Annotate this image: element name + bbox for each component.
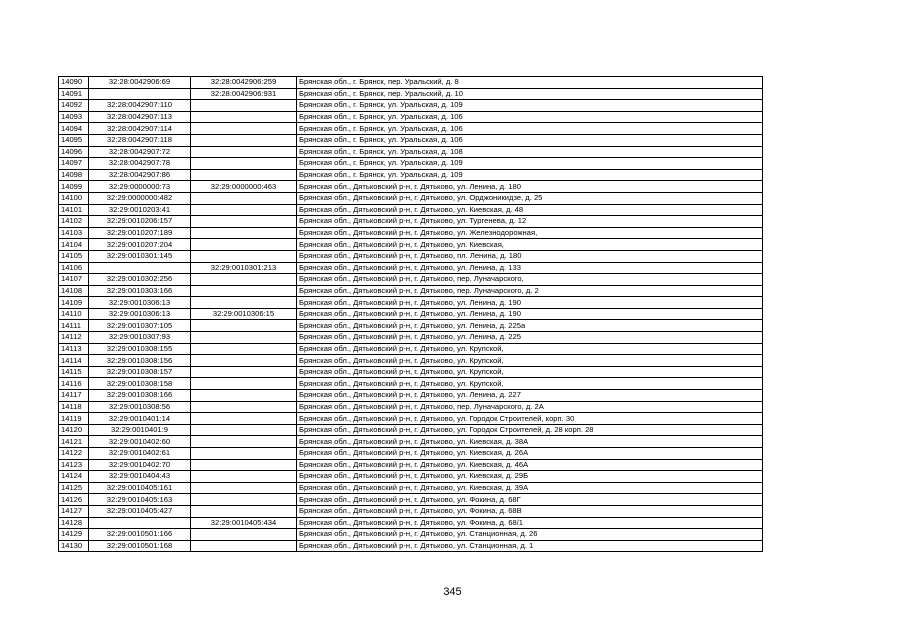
address-cell: Брянская обл., г. Брянск, ул. Уральская, д. 108 xyxy=(297,146,763,158)
address-cell: Брянская обл., Дятьковский р-н, г. Дятьково, ул. Фокина, д. 68В xyxy=(297,505,763,517)
address-cell: Брянская обл., Дятьковский р-н, г. Дятьково, ул. Фокина, д. 68Г xyxy=(297,494,763,506)
related-cadastral-cell xyxy=(191,169,297,181)
row-number-cell: 14114 xyxy=(59,355,89,367)
related-cadastral-cell xyxy=(191,297,297,309)
table-row xyxy=(59,88,763,100)
row-number-cell: 14123 xyxy=(59,459,89,471)
related-cadastral-cell xyxy=(191,366,297,378)
row-number-cell: 14098 xyxy=(59,169,89,181)
address-cell: Брянская обл., Дятьковский р-н, г. Дятьково, ул. Ленина, д. 190 xyxy=(297,297,763,309)
table-row xyxy=(59,343,763,355)
table-row xyxy=(59,146,763,158)
address-cell: Брянская обл., г. Брянск, пер. Уральский, д. 10 xyxy=(297,88,763,100)
cadastral-number-cell: 32:29:0010401:9 xyxy=(89,424,191,436)
address-cell: Брянская обл., г. Брянск, пер. Уральский, д. 8 xyxy=(297,77,763,89)
related-cadastral-cell xyxy=(191,285,297,297)
address-cell: Брянская обл., Дятьковский р-н, г. Дятьково, ул. Фокина, д. 68/1 xyxy=(297,517,763,529)
cadastral-number-cell xyxy=(89,88,191,100)
cadastral-number-cell xyxy=(89,262,191,274)
row-number-cell: 14094 xyxy=(59,123,89,135)
address-cell: Брянская обл., Дятьковский р-н, г. Дятьково, ул. Ленина, д. 225 xyxy=(297,332,763,344)
cadastral-number-cell: 32:29:0010207:189 xyxy=(89,227,191,239)
related-cadastral-cell xyxy=(191,343,297,355)
cadastral-number-cell xyxy=(89,517,191,529)
address-cell: Брянская обл., Дятьковский р-н, г. Дятьково, ул. Городок Строителей, корп. 30 xyxy=(297,413,763,425)
row-number-cell: 14100 xyxy=(59,192,89,204)
address-cell: Брянская обл., Дятьковский р-н, г. Дятьково, пер. Луначарского, д. 2 xyxy=(297,285,763,297)
related-cadastral-cell xyxy=(191,320,297,332)
cadastral-number-cell: 32:29:0010307:93 xyxy=(89,332,191,344)
row-number-cell: 14102 xyxy=(59,216,89,228)
cadastral-number-cell: 32:29:0010402:60 xyxy=(89,436,191,448)
table-row xyxy=(59,192,763,204)
cadastral-number-cell: 32:29:0010501:166 xyxy=(89,529,191,541)
related-cadastral-cell xyxy=(191,332,297,344)
cadastral-number-cell: 32:29:0010302:256 xyxy=(89,274,191,286)
cadastral-number-cell: 32:28:0042906:69 xyxy=(89,77,191,89)
table-row xyxy=(59,181,763,193)
related-cadastral-cell xyxy=(191,158,297,170)
related-cadastral-cell xyxy=(191,424,297,436)
related-cadastral-cell xyxy=(191,494,297,506)
address-cell: Брянская обл., Дятьковский р-н, г. Дятьково, пер. Луначарского, xyxy=(297,274,763,286)
related-cadastral-cell xyxy=(191,378,297,390)
address-cell: Брянская обл., Дятьковский р-н, г. Дятьково, ул. Ленина, д. 227 xyxy=(297,390,763,402)
row-number-cell: 14109 xyxy=(59,297,89,309)
related-cadastral-cell xyxy=(191,390,297,402)
related-cadastral-cell xyxy=(191,192,297,204)
row-number-cell: 14105 xyxy=(59,250,89,262)
related-cadastral-cell xyxy=(191,239,297,251)
row-number-cell: 14091 xyxy=(59,88,89,100)
cadastral-number-cell: 32:29:0010308:155 xyxy=(89,343,191,355)
related-cadastral-cell xyxy=(191,459,297,471)
cadastral-number-cell: 32:29:0010206:157 xyxy=(89,216,191,228)
cadastral-number-cell: 32:29:0010404:43 xyxy=(89,471,191,483)
address-cell: Брянская обл., Дятьковский р-н, г. Дятьково, ул. Киевская, д. 48 xyxy=(297,204,763,216)
row-number-cell: 14097 xyxy=(59,158,89,170)
cadastral-number-cell: 32:28:0042907:118 xyxy=(89,134,191,146)
cadastral-number-cell: 32:29:0010307:105 xyxy=(89,320,191,332)
table-row xyxy=(59,482,763,494)
row-number-cell: 14125 xyxy=(59,482,89,494)
row-number-cell: 14090 xyxy=(59,77,89,89)
address-cell: Брянская обл., Дятьковский р-н, г. Дятьково, ул. Киевская, д. 26А xyxy=(297,448,763,460)
related-cadastral-cell xyxy=(191,216,297,228)
table-row xyxy=(59,308,763,320)
cadastral-number-cell: 32:29:0010402:70 xyxy=(89,459,191,471)
related-cadastral-cell: 32:29:0000000:463 xyxy=(191,181,297,193)
address-cell: Брянская обл., Дятьковский р-н, г. Дятьково, ул. Станционная, д. 1 xyxy=(297,540,763,552)
address-cell: Брянская обл., Дятьковский р-н, г. Дятьково, ул. Киевская, д. 39А xyxy=(297,482,763,494)
table-row xyxy=(59,332,763,344)
cadastral-table xyxy=(58,76,763,552)
table-row xyxy=(59,250,763,262)
row-number-cell: 14092 xyxy=(59,100,89,112)
table-row xyxy=(59,204,763,216)
table-row xyxy=(59,448,763,460)
table-row xyxy=(59,123,763,135)
related-cadastral-cell xyxy=(191,505,297,517)
table-row xyxy=(59,320,763,332)
table-row xyxy=(59,424,763,436)
related-cadastral-cell xyxy=(191,540,297,552)
table-row xyxy=(59,366,763,378)
address-cell: Брянская обл., г. Брянск, ул. Уральская, д. 106 xyxy=(297,111,763,123)
related-cadastral-cell xyxy=(191,134,297,146)
row-number-cell: 14104 xyxy=(59,239,89,251)
row-number-cell: 14122 xyxy=(59,448,89,460)
table-row xyxy=(59,285,763,297)
cadastral-number-cell: 32:29:0010405:427 xyxy=(89,505,191,517)
address-cell: Брянская обл., Дятьковский р-н, г. Дятьково, ул. Железнодорожная, xyxy=(297,227,763,239)
related-cadastral-cell xyxy=(191,123,297,135)
page-number: 345 xyxy=(443,586,462,598)
row-number-cell: 14113 xyxy=(59,343,89,355)
row-number-cell: 14130 xyxy=(59,540,89,552)
cadastral-number-cell: 32:29:0010402:61 xyxy=(89,448,191,460)
address-cell: Брянская обл., Дятьковский р-н, г. Дятьково, ул. Киевская, д. 38А xyxy=(297,436,763,448)
cadastral-number-cell: 32:29:0010308:156 xyxy=(89,355,191,367)
related-cadastral-cell xyxy=(191,250,297,262)
row-number-cell: 14126 xyxy=(59,494,89,506)
row-number-cell: 14107 xyxy=(59,274,89,286)
related-cadastral-cell xyxy=(191,482,297,494)
related-cadastral-cell: 32:29:0010301:213 xyxy=(191,262,297,274)
address-cell: Брянская обл., Дятьковский р-н, г. Дятьково, ул. Тургенева, д. 12 xyxy=(297,216,763,228)
row-number-cell: 14103 xyxy=(59,227,89,239)
address-cell: Брянская обл., Дятьковский р-н, г. Дятьково, ул. Ленина, д. 225а xyxy=(297,320,763,332)
row-number-cell: 14099 xyxy=(59,181,89,193)
address-cell: Брянская обл., г. Брянск, ул. Уральская, д. 106 xyxy=(297,134,763,146)
related-cadastral-cell xyxy=(191,146,297,158)
cadastral-number-cell: 32:29:0010203:41 xyxy=(89,204,191,216)
row-number-cell: 14108 xyxy=(59,285,89,297)
table-row xyxy=(59,378,763,390)
table-row xyxy=(59,158,763,170)
table-body xyxy=(59,77,763,552)
cadastral-number-cell: 32:29:0010501:168 xyxy=(89,540,191,552)
address-cell: Брянская обл., Дятьковский р-н, г. Дятьково, ул. Орджоникидзе, д. 25 xyxy=(297,192,763,204)
cadastral-number-cell: 32:29:0010301:145 xyxy=(89,250,191,262)
row-number-cell: 14124 xyxy=(59,471,89,483)
row-number-cell: 14101 xyxy=(59,204,89,216)
table-row xyxy=(59,355,763,367)
table-row xyxy=(59,262,763,274)
table-row xyxy=(59,111,763,123)
cadastral-number-cell: 32:29:0010401:14 xyxy=(89,413,191,425)
address-cell: Брянская обл., Дятьковский р-н, г. Дятьково, пл. Ленина, д. 180 xyxy=(297,250,763,262)
related-cadastral-cell xyxy=(191,529,297,541)
address-cell: Брянская обл., Дятьковский р-н, г. Дятьково, ул. Киевская, д. 46А xyxy=(297,459,763,471)
row-number-cell: 14117 xyxy=(59,390,89,402)
cadastral-number-cell: 32:29:0010207:204 xyxy=(89,239,191,251)
related-cadastral-cell: 32:29:0010306:15 xyxy=(191,308,297,320)
row-number-cell: 14119 xyxy=(59,413,89,425)
address-cell: Брянская обл., Дятьковский р-н, г. Дятьково, ул. Крупской, xyxy=(297,378,763,390)
cadastral-number-cell: 32:28:0042907:78 xyxy=(89,158,191,170)
table-row xyxy=(59,134,763,146)
related-cadastral-cell xyxy=(191,436,297,448)
cadastral-number-cell: 32:29:0010308:158 xyxy=(89,378,191,390)
table-row xyxy=(59,413,763,425)
related-cadastral-cell xyxy=(191,204,297,216)
address-cell: Брянская обл., г. Брянск, ул. Уральская, д. 109 xyxy=(297,158,763,170)
table-row xyxy=(59,77,763,89)
cadastral-number-cell: 32:29:0010308:166 xyxy=(89,390,191,402)
address-cell: Брянская обл., Дятьковский р-н, г. Дятьково, ул. Крупской, xyxy=(297,343,763,355)
row-number-cell: 14115 xyxy=(59,366,89,378)
table-row xyxy=(59,227,763,239)
related-cadastral-cell xyxy=(191,413,297,425)
address-cell: Брянская обл., Дятьковский р-н, г. Дятьково, ул. Ленина, д. 190 xyxy=(297,308,763,320)
address-cell: Брянская обл., Дятьковский р-н, г. Дятьково, ул. Ленина, д. 180 xyxy=(297,181,763,193)
related-cadastral-cell xyxy=(191,401,297,413)
row-number-cell: 14112 xyxy=(59,332,89,344)
cadastral-number-cell: 32:29:0010405:161 xyxy=(89,482,191,494)
table-row xyxy=(59,169,763,181)
table-row xyxy=(59,517,763,529)
cadastral-number-cell: 32:29:0010303:166 xyxy=(89,285,191,297)
table-row xyxy=(59,390,763,402)
table-row xyxy=(59,529,763,541)
table-row xyxy=(59,471,763,483)
address-cell: Брянская обл., г. Брянск, ул. Уральская, д. 109 xyxy=(297,169,763,181)
address-cell: Брянская обл., Дятьковский р-н, г. Дятьково, ул. Киевская, д. 29Б xyxy=(297,471,763,483)
row-number-cell: 14106 xyxy=(59,262,89,274)
related-cadastral-cell: 32:28:0042906:931 xyxy=(191,88,297,100)
cadastral-number-cell: 32:29:0010308:56 xyxy=(89,401,191,413)
related-cadastral-cell xyxy=(191,448,297,460)
row-number-cell: 14096 xyxy=(59,146,89,158)
related-cadastral-cell xyxy=(191,111,297,123)
cadastral-number-cell: 32:28:0042907:113 xyxy=(89,111,191,123)
row-number-cell: 14128 xyxy=(59,517,89,529)
cadastral-number-cell: 32:29:0010306:13 xyxy=(89,297,191,309)
table-row xyxy=(59,459,763,471)
address-cell: Брянская обл., Дятьковский р-н, г. Дятьково, ул. Станционная, д. 26 xyxy=(297,529,763,541)
related-cadastral-cell xyxy=(191,355,297,367)
address-cell: Брянская обл., Дятьковский р-н, г. Дятьково, пер. Луначарского, д. 2А xyxy=(297,401,763,413)
related-cadastral-cell xyxy=(191,274,297,286)
related-cadastral-cell: 32:29:0010405:434 xyxy=(191,517,297,529)
row-number-cell: 14127 xyxy=(59,505,89,517)
address-cell: Брянская обл., Дятьковский р-н, г. Дятьково, ул. Ленина, д. 133 xyxy=(297,262,763,274)
row-number-cell: 14118 xyxy=(59,401,89,413)
row-number-cell: 14095 xyxy=(59,134,89,146)
table-row xyxy=(59,494,763,506)
cadastral-number-cell: 32:28:0042907:114 xyxy=(89,123,191,135)
row-number-cell: 14116 xyxy=(59,378,89,390)
address-cell: Брянская обл., Дятьковский р-н, г. Дятьково, ул. Киевская, xyxy=(297,239,763,251)
row-number-cell: 14129 xyxy=(59,529,89,541)
row-number-cell: 14111 xyxy=(59,320,89,332)
row-number-cell: 14120 xyxy=(59,424,89,436)
related-cadastral-cell xyxy=(191,227,297,239)
cadastral-number-cell: 32:29:0000000:482 xyxy=(89,192,191,204)
table-row xyxy=(59,540,763,552)
address-cell: Брянская обл., г. Брянск, ул. Уральская, д. 109 xyxy=(297,100,763,112)
row-number-cell: 14093 xyxy=(59,111,89,123)
table-row xyxy=(59,274,763,286)
address-cell: Брянская обл., Дятьковский р-н, г. Дятьково, ул. Крупской, xyxy=(297,366,763,378)
related-cadastral-cell: 32:28:0042906:259 xyxy=(191,77,297,89)
table-row xyxy=(59,239,763,251)
related-cadastral-cell xyxy=(191,471,297,483)
cadastral-number-cell: 32:28:0042907:110 xyxy=(89,100,191,112)
related-cadastral-cell xyxy=(191,100,297,112)
cadastral-number-cell: 32:29:0010308:157 xyxy=(89,366,191,378)
cadastral-number-cell: 32:29:0010306:13 xyxy=(89,308,191,320)
table-row xyxy=(59,436,763,448)
table-row xyxy=(59,216,763,228)
table-row xyxy=(59,100,763,112)
address-cell: Брянская обл., г. Брянск, ул. Уральская, д. 106 xyxy=(297,123,763,135)
row-number-cell: 14110 xyxy=(59,308,89,320)
table-row xyxy=(59,505,763,517)
address-cell: Брянская обл., Дятьковский р-н, г. Дятьково, ул. Крупской, xyxy=(297,355,763,367)
table-row xyxy=(59,297,763,309)
cadastral-number-cell: 32:29:0010405:163 xyxy=(89,494,191,506)
address-cell: Брянская обл., Дятьковский р-н, г. Дятьково, ул. Городок Строителей, д. 28 корп. 28 xyxy=(297,424,763,436)
cadastral-number-cell: 32:29:0000000:73 xyxy=(89,181,191,193)
cadastral-number-cell: 32:28:0042907:72 xyxy=(89,146,191,158)
row-number-cell: 14121 xyxy=(59,436,89,448)
table-row xyxy=(59,401,763,413)
cadastral-number-cell: 32:28:0042907:86 xyxy=(89,169,191,181)
